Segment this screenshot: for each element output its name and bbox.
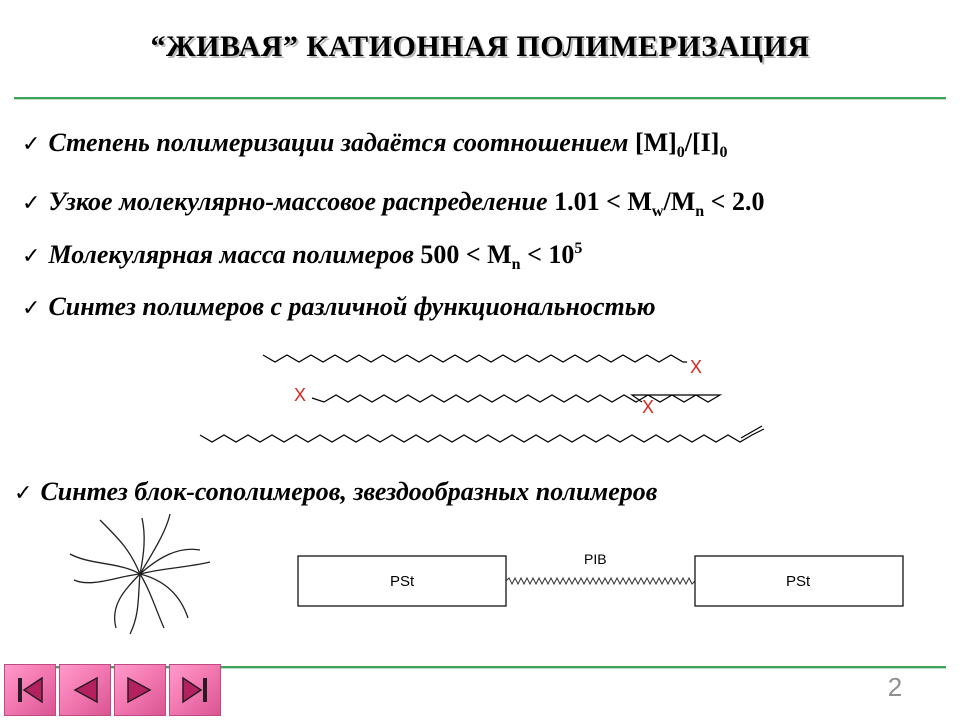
pst-block-right-label: PSt <box>786 573 811 590</box>
slide-navigation <box>4 664 226 718</box>
polymer-chain-structures <box>190 345 770 455</box>
chain-telechelic <box>312 395 720 402</box>
checkmark-icon: ✓ <box>22 296 41 321</box>
arrow-right-icon <box>122 672 158 708</box>
page-number: 2 <box>887 672 903 702</box>
end-group-label: X <box>642 397 655 417</box>
checkmark-icon: ✓ <box>22 191 41 216</box>
star-polymer-diagram <box>60 510 230 640</box>
title-divider <box>14 97 946 100</box>
arrow-left-icon <box>67 672 103 708</box>
checkmark-icon: ✓ <box>14 481 33 506</box>
pib-block-label: PIB <box>584 551 607 567</box>
skip-back-icon <box>12 672 48 708</box>
previous-slide-button[interactable] <box>59 664 111 716</box>
pib-block-chain <box>506 578 695 584</box>
last-slide-button[interactable] <box>169 664 221 716</box>
bullet-functionality: ✓ Синтез полимеров с различной функциональностью <box>22 292 656 321</box>
chain-vinyl-terminated <box>200 429 764 442</box>
end-group-label: X <box>690 357 703 377</box>
checkmark-icon: ✓ <box>22 132 41 157</box>
skip-forward-icon <box>177 672 213 708</box>
checkmark-icon: ✓ <box>22 244 41 269</box>
bullet-degree-of-polymerization: ✓ Степень полимеризации задаётся соотношением $[M]_0/[I]_0$ <box>22 128 728 161</box>
end-group-label: X <box>294 385 307 405</box>
star-arms <box>70 514 210 634</box>
bullet-molecular-mass: ✓ Молекулярная масса полимеров $500 < M_n < 10^5$ <box>22 240 583 273</box>
first-slide-button[interactable] <box>4 664 56 716</box>
next-slide-button[interactable] <box>114 664 166 716</box>
chain-one-end-functional <box>263 355 687 362</box>
bullet-block-and-star-polymers: ✓ Синтез блок-сополимеров, звездообразных полимеров <box>14 477 658 506</box>
block-copolymer-diagram <box>290 540 920 620</box>
pst-block-left-label: PSt <box>390 573 415 590</box>
slide-title: “ЖИВАЯ” КАТИОННАЯ ПОЛИМЕРИЗАЦИЯ <box>150 30 810 63</box>
bullet-molecular-weight-distribution: ✓ Узкое молекулярно-массовое распределение $1.01 < M_w/M_n < 2.0$ <box>22 187 765 220</box>
